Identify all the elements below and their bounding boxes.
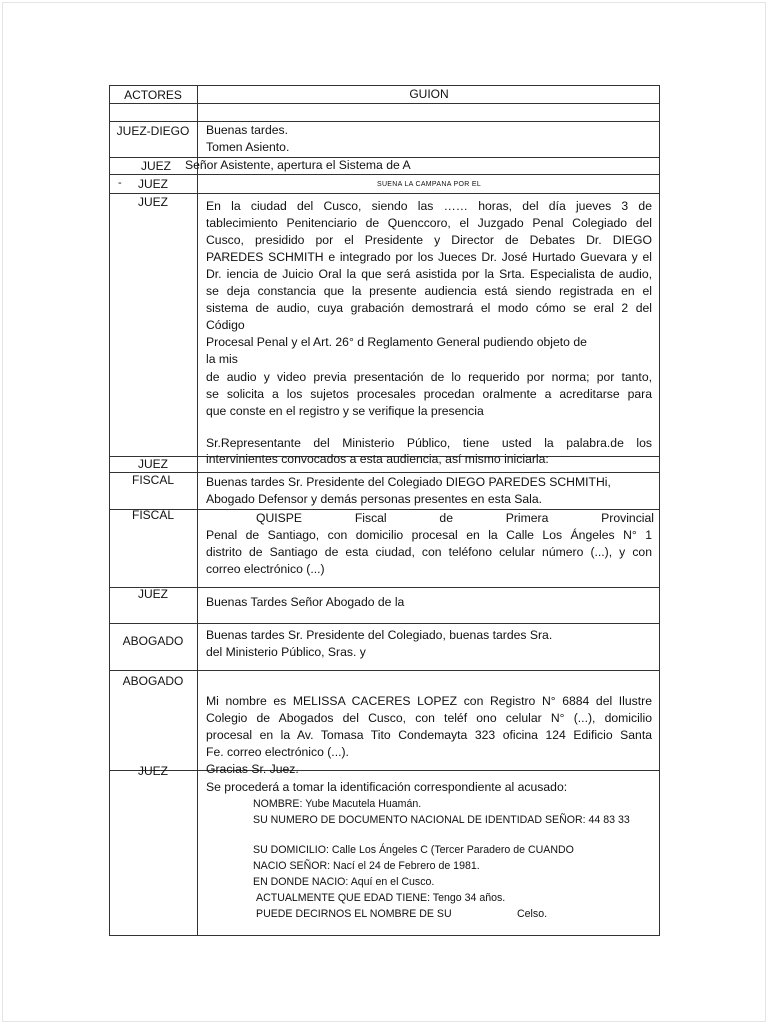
script-line: Gracias Sr. Juez. (206, 762, 299, 776)
script-line: Buenas tardes Sr. Presidente del Colegiado, buenas tardes Sra. (206, 628, 553, 642)
script-line: distrito de Santiago de esta ciudad, con teléfono celular número (...), y con (206, 545, 652, 559)
script-line: sistema de audio, cuya grabación demostrará el modo cómo se eral 2 del (206, 301, 652, 315)
script-line: Procesal Penal y el Art. 26° d Reglamento General pudiendo objeto de (206, 335, 587, 349)
script-line: la mis (206, 352, 238, 366)
script-line: Mi nombre es MELISSA CACERES LOPEZ con Registro N° 6884 del Ilustre (206, 694, 652, 708)
header-script: GUION (409, 87, 449, 101)
actor-label: JUEZ (141, 159, 171, 173)
script-line: correo electrónico (...) (206, 562, 325, 576)
script-line: Abogado Defensor y demás personas presentes en esta Sala. (206, 492, 543, 506)
script-line: Dr. iencia de Juicio Oral la que será asistida por la Srta. Especialista de audio, (206, 267, 652, 281)
script-line: intervinientes convocados a esta audiencia, así mismo iniciarla: (206, 452, 549, 466)
script-line: PAREDES SCHMITH e integrado por los Jueces Dr. José Hurtado Guevara y el (206, 250, 652, 264)
script-line: Código (206, 318, 245, 332)
defendant-field: Celso. (517, 908, 548, 920)
script-line: se deja constancia que la presente audiencia está siendo registrada en el (206, 284, 652, 298)
script-line: En la ciudad del Cusco, siendo las …… horas, del día jueves 3 de (206, 199, 652, 213)
script-line: QUISPE Fiscal de Primera Provincial (256, 511, 654, 525)
script-line: Señor Asistente, apertura el Sistema de A (185, 158, 411, 172)
actor-label: JUEZ (138, 177, 168, 191)
defendant-field: SU DOMICILIO: Calle Los Ángeles C (Tercer Paradero de CUANDO (253, 844, 574, 856)
defendant-field: ACTUALMENTE QUE EDAD TIENE: Tengo 34 años. (256, 892, 506, 904)
actor-label: JUEZ (138, 764, 168, 778)
script-line: Fe. correo electrónico (...). (206, 745, 349, 759)
script-line: tablecimiento Penitenciario de Quenccoro, el Juzgado Penal Colegiado del (206, 216, 652, 230)
defendant-field: EN DONDE NACIO: Aquí en el Cusco. (253, 876, 435, 888)
header-actors: ACTORES (124, 88, 182, 102)
row-divider (109, 121, 660, 122)
stage-direction: SUENA LA CAMPANA POR EL (376, 181, 482, 188)
script-line: se solicita a los sujetos procesales procedan oralmente a acreditarse para (206, 387, 652, 401)
row-marker: - (118, 177, 122, 189)
actor-label: ABOGADO (122, 674, 184, 688)
defendant-field: SU NUMERO DE DOCUMENTO NACIONAL DE IDENTIDAD SEÑOR: 44 83 33 (253, 814, 630, 826)
actor-label: FISCAL (131, 473, 174, 487)
column-divider (197, 85, 198, 936)
script-line: que conste en el registro y se verifique la presencia (206, 404, 484, 418)
script-line: de audio y video previa presentación de lo requerido por norma; por tanto, (206, 370, 652, 384)
defendant-field: NOMBRE: Yube Macutela Huamán. (253, 798, 422, 810)
script-line: del Ministerio Público, Sras. y (206, 645, 366, 659)
row-divider (109, 623, 660, 624)
actor-label: JUEZ-DIEGO (116, 124, 190, 138)
script-line: Sr.Representante del Ministerio Público, tiene usted la palabra.de los (206, 436, 652, 450)
actor-label: JUEZ (138, 587, 168, 601)
script-line: Colegio de Abogados del Cusco, con teléf ono celular N° (...), domicilio (206, 711, 652, 725)
actor-label: JUEZ (138, 195, 168, 209)
row-divider (109, 670, 660, 671)
actor-label: ABOGADO (122, 634, 184, 648)
defendant-field: NACIO SEÑOR: Nací el 24 de Febrero de 1981. (253, 860, 480, 872)
defendant-field: PUEDE DECIRNOS EL NOMBRE DE SU (256, 908, 452, 920)
actor-label: FISCAL (131, 508, 174, 522)
script-line: Buenas tardes. (206, 123, 288, 137)
script-line: Penal de Santiago, con domicilio procesal en la Calle Los Ángeles N° 1 (206, 528, 652, 542)
script-line: Buenas tardes Sr. Presidente del Colegiado DIEGO PAREDES SCHMITHi, (206, 475, 611, 489)
actor-label: JUEZ (138, 457, 168, 471)
script-line: Se procederá a tomar la identificación correspondiente al acusado: (206, 780, 568, 794)
script-line: Cusco, presidido por el Presidente y Director de Debates Dr. DIEGO (206, 233, 652, 247)
script-line: Tomen Asiento. (206, 140, 290, 154)
script-line: Buenas Tardes Señor Abogado de la (206, 595, 405, 609)
script-line: procesal en la Av. Tomasa Tito Condemayta 323 oficina 124 Edificio Santa (206, 728, 652, 742)
